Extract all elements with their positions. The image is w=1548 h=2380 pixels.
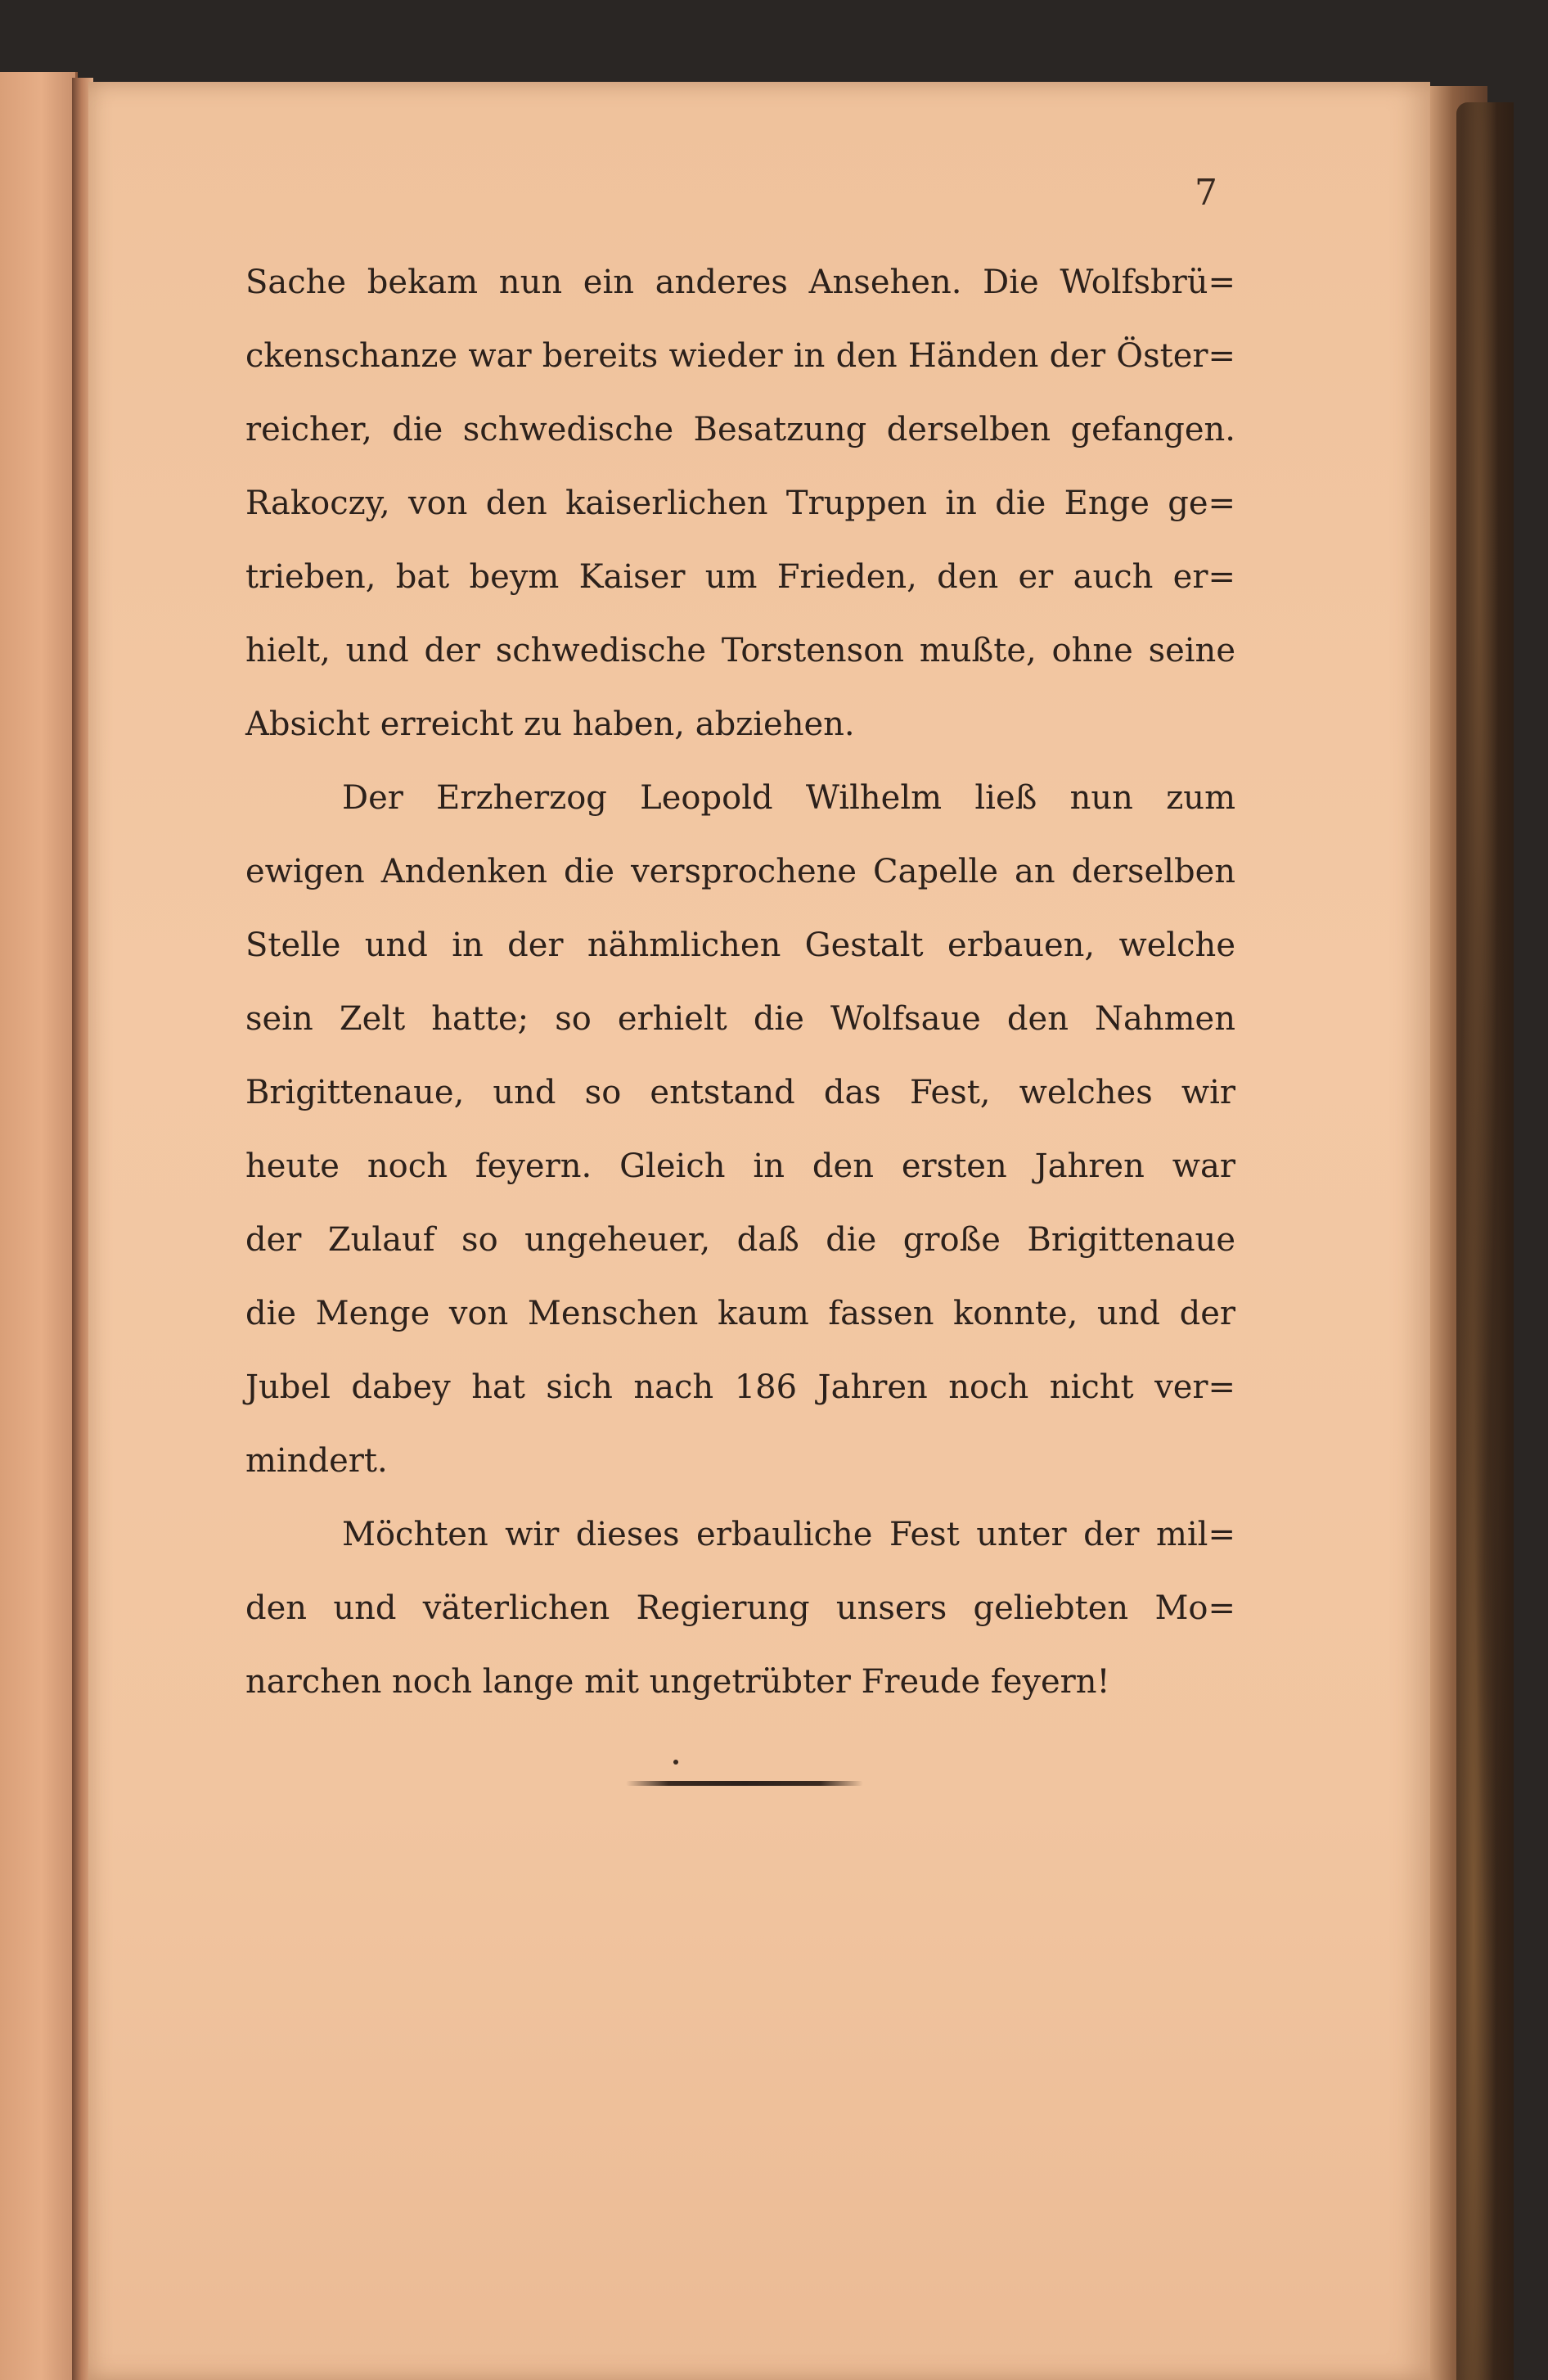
text-line: Möchten wir dieses erbauliche Fest unter der mil= bbox=[342, 1516, 1235, 1553]
text-line: reicher, die schwedische Besatzung derselben gefangen. bbox=[245, 411, 1235, 449]
text-line: Stelle und in der nähmlichen Gestalt erbauen, welche bbox=[245, 926, 1235, 964]
body-text bbox=[245, 246, 1235, 1719]
page-number: 7 bbox=[1195, 172, 1217, 214]
book-binding bbox=[1456, 102, 1514, 2380]
text-line: ewigen Andenken die versprochene Capelle an derselben bbox=[245, 853, 1235, 890]
text-line: Jubel dabey hat sich nach 186 Jahren noch nicht ver= bbox=[245, 1368, 1235, 1406]
text-line: Sache bekam nun ein anderes Ansehen. Die Wolfsbrü= bbox=[245, 264, 1235, 301]
text-line: heute noch feyern. Gleich in den ersten Jahren war bbox=[245, 1147, 1235, 1185]
ornament-dot bbox=[673, 1760, 678, 1765]
text-line: ckenschanze war bereits wieder in den Händen der Öster= bbox=[245, 337, 1235, 375]
text-line: sein Zelt hatte; so erhielt die Wolfsaue den Nahmen bbox=[245, 1000, 1235, 1038]
text-line: mindert. bbox=[245, 1442, 388, 1480]
text-line: Brigittenaue, und so entstand das Fest, welches wir bbox=[245, 1074, 1235, 1111]
text-line: Absicht erreicht zu haben, abziehen. bbox=[245, 705, 855, 743]
text-line: Rakoczy, von den kaiserlichen Truppen in die Enge ge= bbox=[245, 485, 1235, 522]
text-line: den und väterlichen Regierung unsers geliebten Mo= bbox=[245, 1589, 1235, 1627]
text-line: die Menge von Menschen kaum fassen konnte, und der bbox=[245, 1295, 1235, 1332]
text-line: hielt, und der schwedische Torstenson mußte, ohne seine bbox=[245, 632, 1235, 669]
text-line: der Zulauf so ungeheuer, daß die große Brigittenaue bbox=[245, 1221, 1235, 1259]
text-line: trieben, bat beym Kaiser um Frieden, den er auch er= bbox=[245, 558, 1235, 596]
text-line: narchen noch lange mit ungetrübter Freude feyern! bbox=[245, 1663, 1110, 1701]
ornament-rule bbox=[626, 1781, 863, 1786]
facing-page-edge bbox=[0, 72, 78, 2380]
text-line: Der Erzherzog Leopold Wilhelm ließ nun zum bbox=[342, 779, 1235, 817]
